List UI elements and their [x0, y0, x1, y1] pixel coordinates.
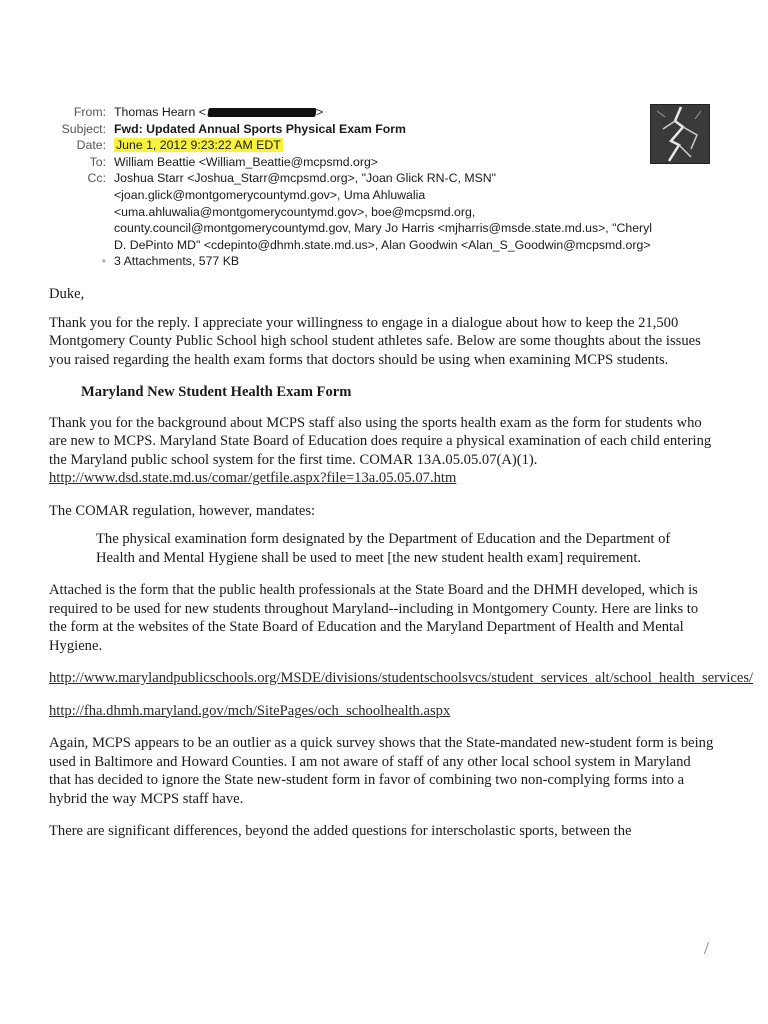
regulation-quote: The physical examination form designated by the Department of Education and the Department of Health and Mental Hygiene shall be used to meet [the new student health exam] requirement.: [96, 531, 671, 566]
subject-value: Fwd: Updated Annual Sports Physical Exam Form: [114, 121, 406, 136]
attachments-row: [40, 253, 660, 270]
from-value: [114, 104, 660, 121]
email-body: [49, 285, 754, 855]
comar-link[interactable]: http://www.dsd.state.md.us/comar/getfile.aspx?file=13a.05.05.07.htm: [49, 470, 457, 486]
msde-link[interactable]: http://www.marylandpublicschools.org/MSDE/divisions/studentschoolsvcs/student_services_alt/school_health_services/: [49, 670, 754, 686]
date-value: June 1, 2012 9:23:22 AM EDT: [116, 138, 281, 153]
dhmh-link-para: [49, 702, 715, 721]
redaction-bar: [207, 108, 316, 117]
cc-line: Joshua Starr <Joshua_Starr@mcpsmd.org>, "Joan Glick RN-C, MSN": [114, 171, 497, 186]
email-header: [40, 104, 660, 270]
page-mark: /: [704, 938, 710, 958]
cc-line: <uma.ahluwalia@montgomerycountymd.gov>, boe@mcpsmd.org,: [114, 204, 476, 219]
date-value-wrap: [114, 137, 660, 154]
attachment-bullet-icon: •: [101, 254, 106, 269]
from-close: >: [315, 105, 324, 119]
cc-label: Cc:: [87, 171, 106, 186]
to-value: William Beattie <William_Beattie@mcpsmd.org>: [114, 154, 378, 169]
from-label: From:: [73, 105, 106, 119]
msde-link-para: [49, 669, 754, 688]
subject-row: [40, 121, 660, 138]
paragraph-background: [49, 414, 715, 488]
paragraph-intro: Thank you for the reply. I appreciate your willingness to engage in a dialogue about how to keep the 21,500 Montgomery County Public School high school student athletes safe. Below are some thoughts about the issues you raised regarding the health exam forms that doctors should be using when examining MCPS students.: [49, 314, 701, 368]
date-label: Date:: [76, 138, 106, 153]
greeting: Duke,: [49, 286, 85, 302]
paragraph-attached: Attached is the form that the public health professionals at the State Board and the DHMH developed, which is required to be used for new students throughout Maryland--including in Montgomery County. Here are links to the form at the websites of the State Board of Education and the Maryland Department of Health and Mental Hygiene.: [49, 582, 699, 654]
attachments-value: 3 Attachments, 577 KB: [114, 254, 240, 269]
paragraph-differences: There are significant differences, beyond the added questions for interscholastic sports, between the: [49, 823, 632, 839]
subject-label: Subject:: [61, 121, 106, 136]
date-row: [40, 137, 660, 154]
paragraph-regulation: The COMAR regulation, however, mandates:: [49, 502, 316, 519]
paragraph-background-text: Thank you for the background about MCPS staff also using the sports health exam as the form for students who are new to MCPS. Maryland State Board of Education does require a physical examination of each child entering the Maryland public school system for the first time. COMAR 13A.05.05.07(A)(1).: [49, 414, 712, 468]
to-row: [40, 154, 660, 171]
dhmh-link[interactable]: http://fha.dhmh.maryland.gov/mch/SitePages/och_schoolhealth.aspx: [49, 702, 451, 719]
paragraph-outlier: Again, MCPS appears to be an outlier as a quick survey shows that the State-mandated new-student form is being used in Baltimore and Howard Counties. I am not aware of staff of any other local school system in Maryland that has decided to ignore the State new-student form in favor of combining two non-complying forms into a hybrid the way MCPS staff have.: [49, 735, 714, 807]
to-label: To:: [89, 154, 106, 169]
cc-line: D. DePinto MD" <cdepinto@dhmh.state.md.us>, Alan Goodwin <Alan_S_Goodwin@mcpsmd.org>: [114, 237, 651, 252]
cc-value: [114, 170, 660, 253]
cc-line: county.council@montgomerycountymd.gov, Mary Jo Harris <mjharris@msde.state.md.us>, "Cheryl: [114, 221, 653, 236]
attachment-thumbnail-icon: [650, 104, 710, 164]
section-heading: Maryland New Student Health Exam Form: [81, 384, 352, 400]
from-name: Thomas Hearn <: [114, 105, 206, 119]
cc-line: <joan.glick@montgomerycountymd.gov>, Uma Ahluwalia: [114, 187, 426, 202]
from-row: [40, 104, 660, 121]
cc-row: [40, 170, 660, 253]
